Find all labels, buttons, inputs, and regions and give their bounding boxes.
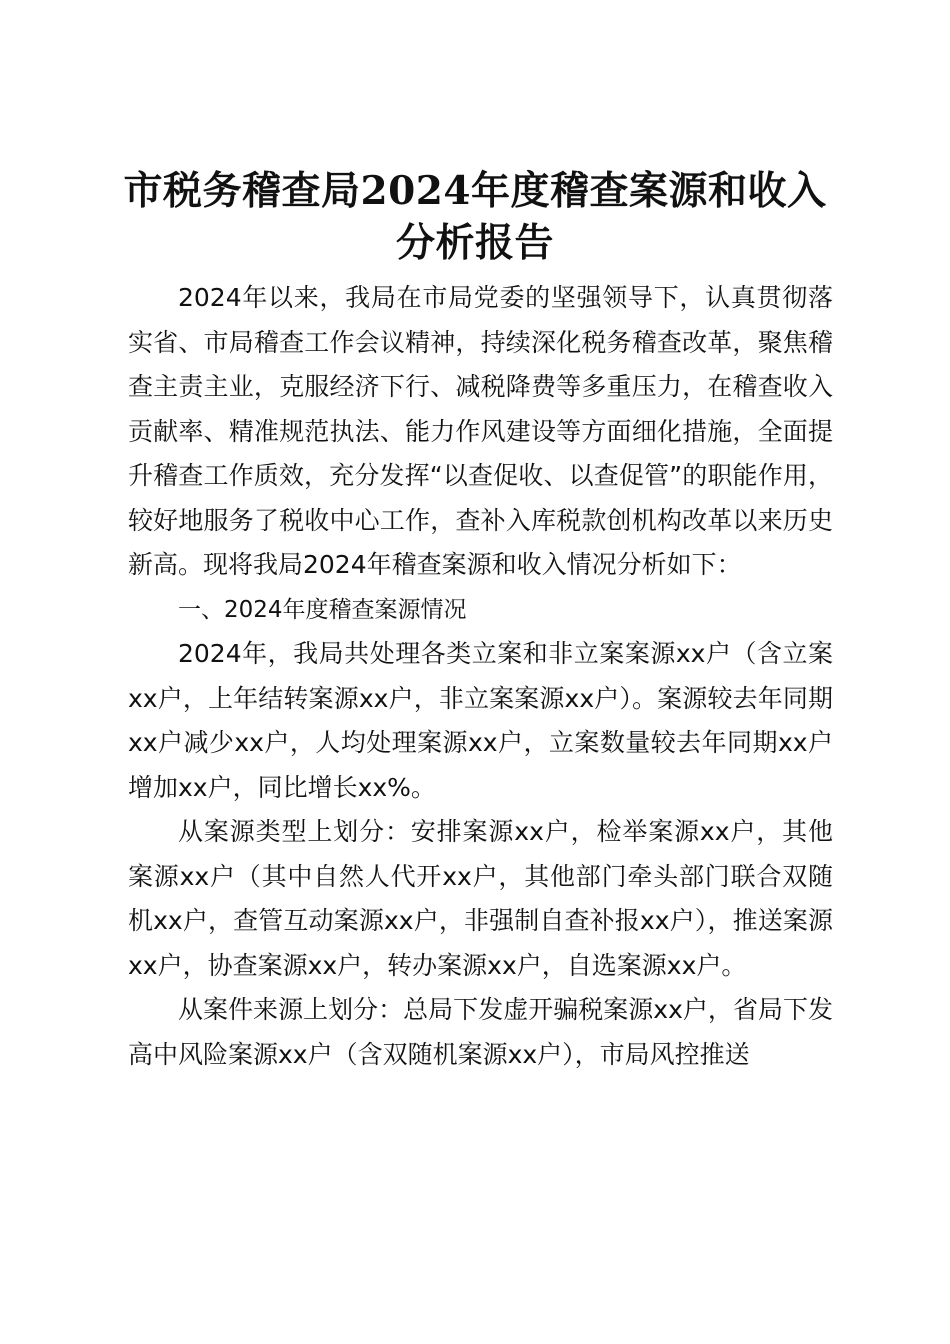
intro-paragraph: 2024年以来，我局在市局党委的坚强领导下，认真贯彻落实省、市局稽查工作会议精神，持续深化税务稽查改革，聚焦稽查主责主业，克服经济下行、减税降费等多重压力，在稽查收入贡献率、精准规范执法、能力作风建设等方面细化措施，全面提升稽查工作质效，充分发挥“以查促收、以查促管”的职能作用，较好地服务了税收中心工作，查补入库税款创机构改革以来历史新高。现将我局2024年稽查案源和收入情况分析如下： — [128, 283, 833, 579]
section-heading: 一、2024年度稽查案源情况 — [178, 596, 467, 623]
document-title: 市税务稽查局2024年度稽查案源和收入分析报告 — [123, 168, 827, 266]
case-count-paragraph: 2024年，我局共处理各类立案和非立案案源xx户（含立案xx户，上年结转案源xx户，非立案案源xx户）。案源较去年同期xx户减少xx户，人均处理案源xx户，立案数量较去年同期xx户增加xx户，同比增长xx%。 — [128, 639, 833, 802]
case-source-paragraph: 从案件来源上划分：总局下发虚开骗税案源xx户，省局下发高中风险案源xx户（含双随机案源xx户），市局风控推送 — [128, 995, 833, 1069]
document-body — [128, 276, 833, 1077]
case-type-paragraph: 从案源类型上划分：安排案源xx户，检举案源xx户，其他案源xx户（其中自然人代开xx户，其他部门牵头部门联合双随机xx户，查管互动案源xx户，非强制自查补报xx户），推送案源xx户，协查案源xx户，转办案源xx户，自选案源xx户。 — [128, 817, 833, 980]
